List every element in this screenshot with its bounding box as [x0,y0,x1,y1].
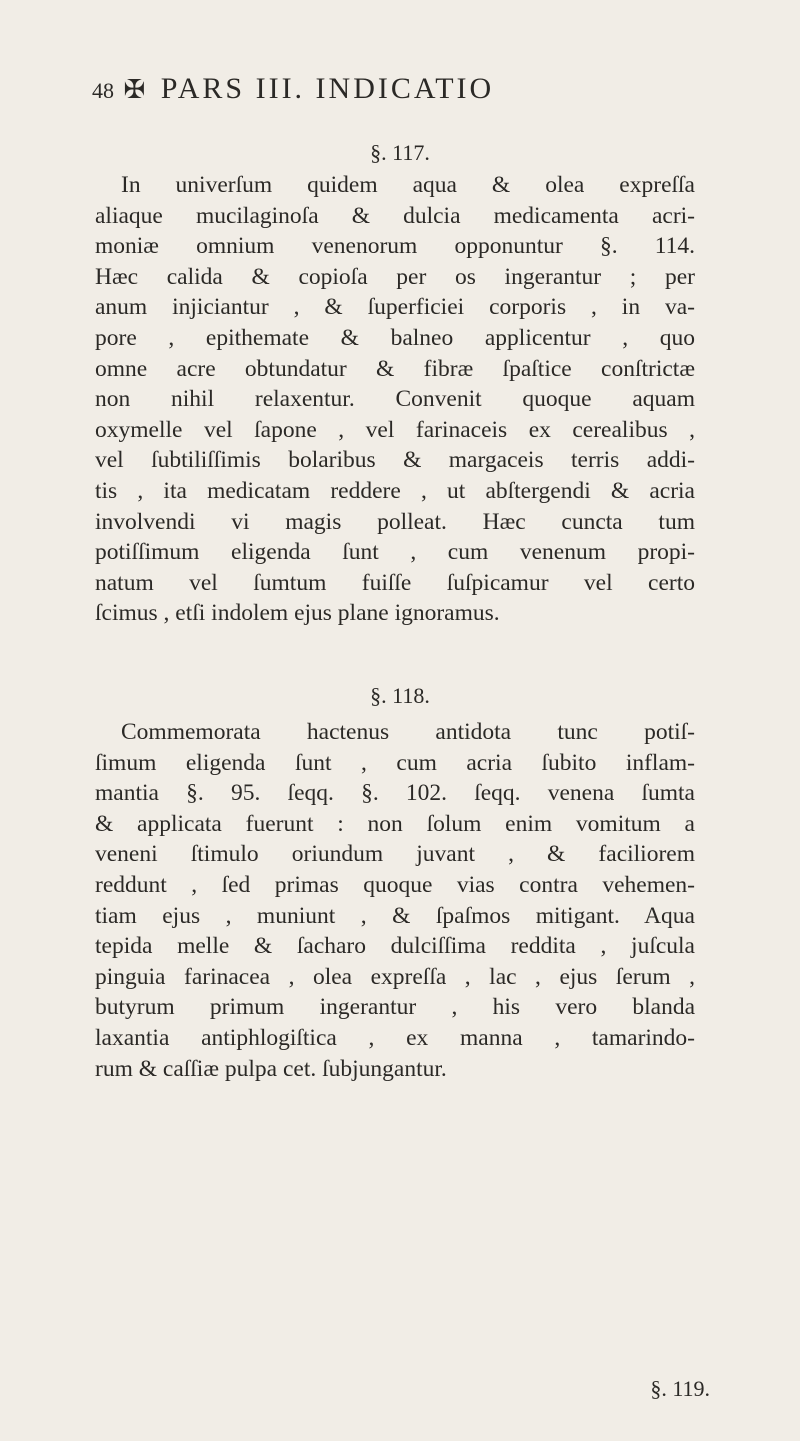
text-line: aliaque mucilaginoſa & dulcia medicamenta acri- [95,202,695,229]
text-line: laxantia antiphlogiſtica , ex manna , tamarindo- [95,1024,695,1051]
text-line: tepida melle & ſacharo dulciſſima reddita , juſcula [95,933,695,960]
running-header [92,72,712,106]
page-number: 48 [92,78,114,103]
text-line: involvendi vi magis polleat. Hæc cuncta tum [95,508,695,535]
running-title: PARS III. INDICATIO [160,72,495,105]
text-line: ſimum eligenda ſunt , cum acria ſubito inflam- [95,749,695,776]
text-line: omne acre obtundatur & fibræ ſpaſtice conſtrictæ [95,355,695,382]
text-line: butyrum primum ingerantur , his vero blanda [95,994,695,1021]
text-line: moniæ omnium venenorum opponuntur §. 114. [95,233,695,260]
text-line: mantia §. 95. ſeqq. §. 102. ſeqq. venena ſumta [95,780,695,807]
text-line: veneni ſtimulo oriundum juvant , & faciliorem [95,841,695,868]
catchword: §. 119. [650,1376,710,1401]
text-line: vel ſubtiliſſimis bolaribus & margaceis terris addi- [95,447,695,474]
text-line: Hæc calida & copioſa per os ingerantur ; per [95,263,695,290]
text-line: tis , ita medicatam reddere , ut abſtergendi & acria [95,477,695,504]
ornament-icon: ✠ [123,75,148,104]
paragraph-117 [95,170,695,629]
text-line: potiſſimum eligenda ſunt , cum venenum propi- [95,539,695,566]
text-line: tiam ejus , muniunt , & ſpaſmos mitigant. Aqua [95,902,695,929]
text-line: natum vel ſumtum fuiſſe ſuſpicamur vel certo [95,569,695,596]
text-line: & applicata fuerunt : non ſolum enim vomitum a [95,810,695,837]
text-line: anum injiciantur , & ſuperficiei corporis , in va- [95,294,695,321]
text-line: pore , epithemate & balneo applicentur , quo [95,324,695,351]
text-line: non nihil relaxentur. Convenit quoque aquam [95,386,695,413]
section-heading-117: §. 117. [370,140,430,165]
text-line: ſcimus , etſi indolem ejus plane ignoramus. [95,600,500,627]
text-line: rum & caſſiæ pulpa cet. ſubjungantur. [95,1055,447,1082]
text-line: In univerſum quidem aqua & olea expreſſa [121,172,695,198]
text-line: oxymelle vel ſapone , vel farinaceis ex cerealibus , [95,416,695,443]
paragraph-118 [95,717,695,1084]
text-line: Commemorata hactenus antidota tunc potiſ- [121,719,695,745]
text-line: reddunt , ſed primas quoque vias contra vehemen- [95,871,695,898]
text-line: pinguia farinacea , olea expreſſa , lac , ejus ſerum , [95,963,695,990]
section-heading-118: §. 118. [370,683,430,708]
